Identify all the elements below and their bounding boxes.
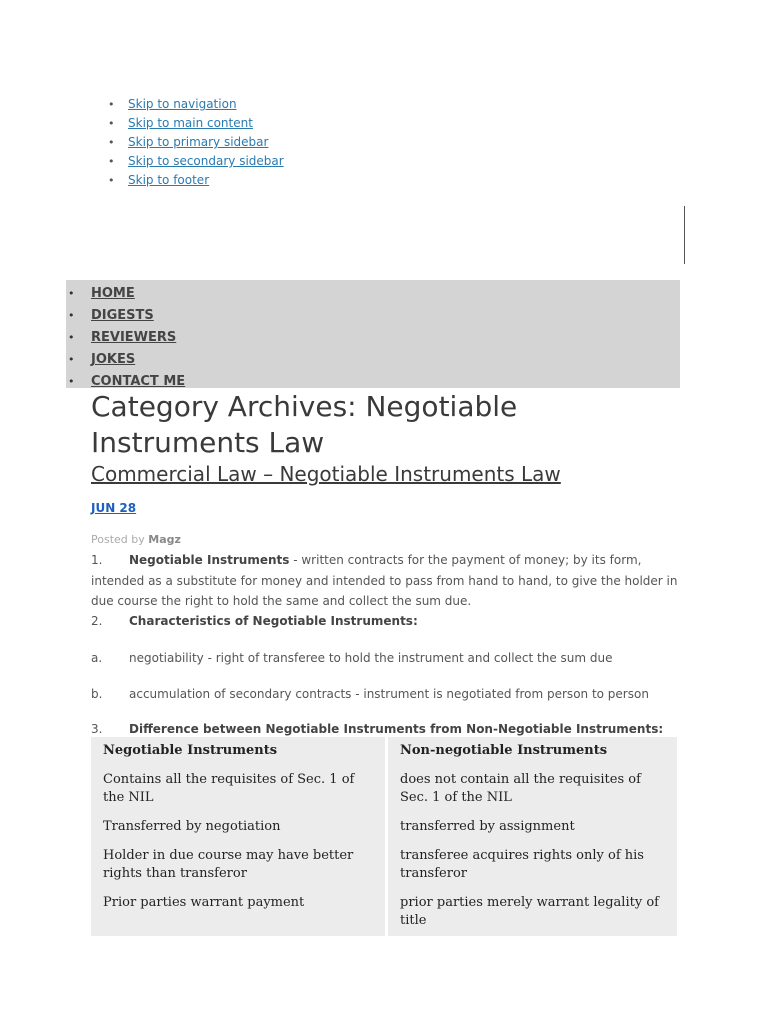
table-row bbox=[91, 889, 677, 936]
table-cell: does not contain all the requisites of Sec. 1 of the NIL bbox=[400, 772, 641, 805]
skip-link-item bbox=[108, 95, 284, 114]
item-b bbox=[91, 684, 649, 704]
archive-title: Category Archives: Negotiable Instruments Law bbox=[91, 390, 518, 459]
table-header-cell: Negotiable Instruments bbox=[91, 737, 387, 766]
table-cell: Transferred by negotiation bbox=[91, 813, 387, 842]
skip-link-item bbox=[108, 114, 284, 133]
item-b-text: accumulation of secondary contracts - instrument is negotiated from person to person bbox=[129, 687, 649, 701]
table-row bbox=[91, 766, 677, 813]
skip-to-navigation-link[interactable]: Skip to navigation bbox=[128, 97, 237, 111]
skip-link-item bbox=[108, 171, 284, 190]
byline bbox=[91, 533, 181, 546]
table-cell: prior parties merely warrant legality of title bbox=[400, 895, 659, 928]
item-2-number: 2. bbox=[91, 614, 103, 628]
item-1-text: - written contracts for the payment of money; by its form, intended as a substitute for money and intended to pass from hand to hand, to give the holder in due course the right to hold the same and collect the sum due. bbox=[91, 553, 678, 608]
post-content bbox=[91, 550, 681, 736]
item-a bbox=[91, 648, 613, 668]
item-2 bbox=[91, 611, 418, 631]
post-title-link[interactable]: Commercial Law – Negotiable Instruments Law bbox=[91, 462, 561, 486]
post-date bbox=[91, 501, 136, 515]
nav-item-reviewers bbox=[66, 327, 185, 349]
nav-item-home bbox=[66, 283, 185, 305]
table-header-cell: Non-negotiable Instruments bbox=[400, 743, 608, 758]
skip-to-footer-link[interactable]: Skip to footer bbox=[128, 173, 210, 187]
comparison-table bbox=[91, 737, 677, 936]
table-row bbox=[91, 842, 677, 889]
post-date-link[interactable]: JUN 28 bbox=[91, 501, 137, 515]
table-cell: Contains all the requisites of Sec. 1 of the NIL bbox=[91, 766, 387, 813]
nav-link-contact-me[interactable]: CONTACT ME bbox=[91, 374, 186, 389]
main-navigation bbox=[66, 280, 680, 388]
item-a-text: negotiability - right of transferee to hold the instrument and collect the sum due bbox=[129, 651, 613, 665]
item-1 bbox=[91, 550, 681, 612]
nav-item-digests bbox=[66, 305, 185, 327]
table-cell: Holder in due course may have better rights than transferor bbox=[91, 842, 387, 889]
post-title bbox=[91, 460, 561, 488]
table-header-row bbox=[91, 737, 677, 766]
item-1-term: Negotiable Instruments bbox=[129, 553, 290, 567]
skip-to-secondary-sidebar-link[interactable]: Skip to secondary sidebar bbox=[128, 154, 284, 168]
item-2-term: Characteristics of Negotiable Instruments: bbox=[129, 614, 418, 628]
table-cell: transferee acquires rights only of his transferor bbox=[400, 848, 644, 881]
nav-item-jokes bbox=[66, 349, 185, 371]
item-a-letter: a. bbox=[91, 651, 103, 665]
table-cell: transferred by assignment bbox=[400, 819, 575, 834]
nav-link-digests[interactable]: DIGESTS bbox=[91, 308, 154, 323]
vertical-divider bbox=[684, 206, 685, 264]
skip-links bbox=[108, 95, 284, 190]
skip-link-item bbox=[108, 152, 284, 171]
item-3-term: Difference between Negotiable Instruments from Non-Negotiable Instruments: bbox=[129, 722, 664, 736]
item-3 bbox=[91, 719, 663, 739]
post-author: Magz bbox=[148, 533, 181, 546]
skip-to-primary-sidebar-link[interactable]: Skip to primary sidebar bbox=[128, 135, 269, 149]
nav-link-reviewers[interactable]: REVIEWERS bbox=[91, 330, 177, 345]
skip-to-main-content-link[interactable]: Skip to main content bbox=[128, 116, 253, 130]
item-1-number: 1. bbox=[91, 553, 103, 567]
item-3-number: 3. bbox=[91, 722, 103, 736]
skip-link-item bbox=[108, 133, 284, 152]
nav-link-jokes[interactable]: JOKES bbox=[91, 352, 136, 367]
item-b-letter: b. bbox=[91, 687, 103, 701]
posted-by-label: Posted by bbox=[91, 533, 145, 546]
table-cell: Prior parties warrant payment bbox=[91, 889, 387, 936]
nav-link-home[interactable]: HOME bbox=[91, 286, 135, 301]
table-row bbox=[91, 813, 677, 842]
